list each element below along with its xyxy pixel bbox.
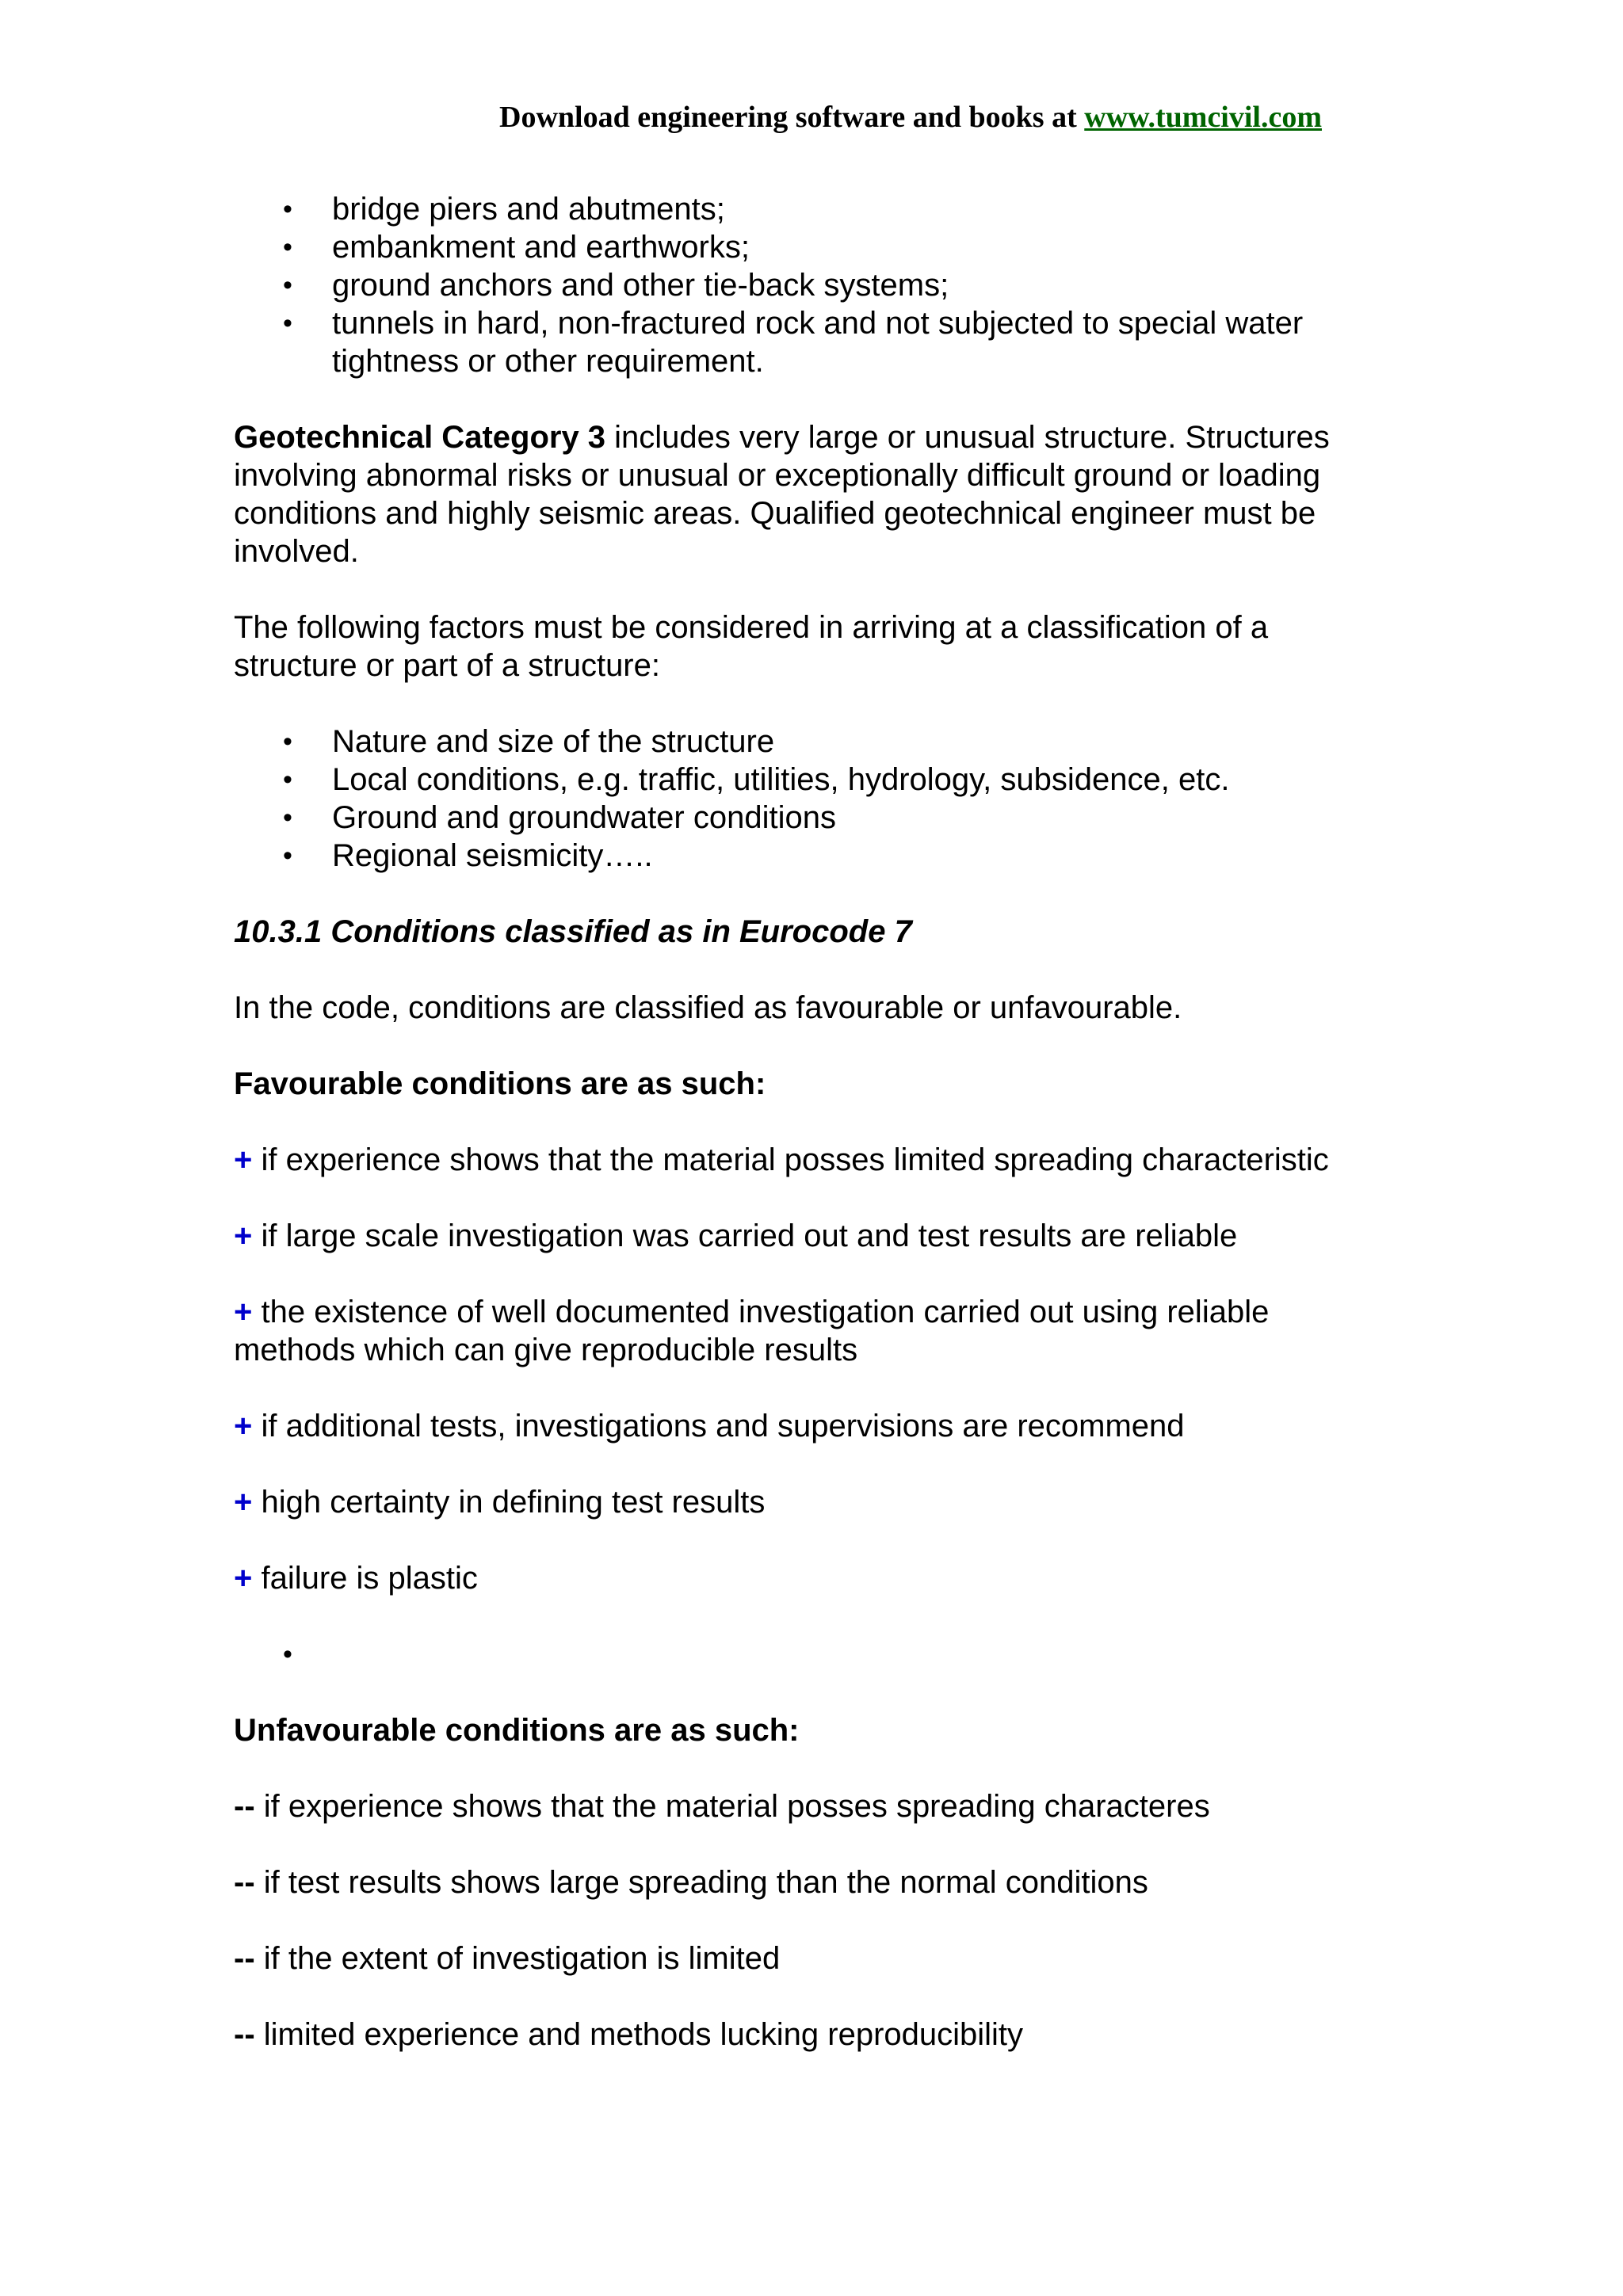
page-content (234, 190, 1399, 2054)
unfavourable-item: -- if the extent of investigation is limited (234, 1941, 781, 1976)
list-item: • tunnels in hard, non-fractured rock and not subjected to special water tightness or other requirement. (283, 306, 1304, 379)
list-item: • Regional seismicity….. (283, 838, 653, 873)
plus-icon: + (234, 1295, 253, 1329)
dash-icon: -- (234, 2017, 255, 2052)
bullet-icon: • (283, 270, 292, 300)
dash-icon: -- (234, 1941, 255, 1976)
plus-icon: + (234, 1561, 253, 1596)
structure-types-list (234, 190, 1399, 380)
plus-icon: + (234, 1485, 253, 1520)
bullet-icon: • (283, 727, 292, 757)
favourable-item: + if experience shows that the material posses limited spreading characteristic (234, 1142, 1329, 1177)
unfavourable-item: -- limited experience and methods lucking reproducibility (234, 2017, 1024, 2052)
category-3-paragraph (234, 418, 1399, 570)
header-text: Download engineering software and books at (499, 101, 1085, 134)
list-item: • Ground and groundwater conditions (283, 800, 836, 835)
page-header (499, 98, 1419, 136)
category-3-body: includes very large or unusual structure. Structures involving abnormal risks or unusual or exceptionally difficult ground or loading conditions and highly seismic areas. Qualified geotechnical engineer must be involved. (234, 420, 1330, 569)
favourable-item: + the existence of well documented investigation carried out using reliable methods which can give reproducible results (234, 1295, 1270, 1367)
bullet-icon: • (283, 1639, 292, 1669)
plus-icon: + (234, 1219, 253, 1253)
favourable-item: + if additional tests, investigations and supervisions are recommend (234, 1409, 1185, 1444)
list-item: • Local conditions, e.g. traffic, utilities, hydrology, subsidence, etc. (283, 762, 1230, 797)
favourable-item: + failure is plastic (234, 1561, 478, 1596)
list-item: • embankment and earthworks; (283, 230, 750, 265)
bullet-icon: • (283, 194, 292, 224)
favourable-heading: Favourable conditions are as such: (234, 1066, 766, 1101)
list-item: • ground anchors and other tie-back systems; (283, 268, 949, 303)
dash-icon: -- (234, 1789, 255, 1824)
unfavourable-item: -- if test results shows large spreading than the normal conditions (234, 1865, 1148, 1900)
code-intro: In the code, conditions are classified as favourable or unfavourable. (234, 990, 1182, 1025)
favourable-item: + if large scale investigation was carried out and test results are reliable (234, 1219, 1238, 1253)
empty-list-item (234, 1635, 1399, 1673)
list-item: • bridge piers and abutments; (283, 192, 725, 227)
bullet-icon: • (283, 232, 292, 262)
favourable-item: + high certainty in defining test results (234, 1485, 766, 1520)
header-link[interactable]: www.tumcivil.com (1084, 101, 1322, 134)
unfavourable-heading: Unfavourable conditions are as such: (234, 1713, 800, 1748)
category-3-lead: Geotechnical Category 3 (234, 420, 606, 455)
bullet-icon: • (283, 841, 292, 871)
unfavourable-item: -- if experience shows that the material posses spreading characteres (234, 1789, 1210, 1824)
factors-intro: The following factors must be considered in arriving at a classification of a structure or part of a structure: (234, 610, 1269, 683)
plus-icon: + (234, 1409, 253, 1444)
list-item: • Nature and size of the structure (283, 724, 775, 759)
plus-icon: + (234, 1142, 253, 1177)
section-heading: 10.3.1 Conditions classified as in Eurocode 7 (234, 914, 912, 949)
factors-list (234, 723, 1399, 875)
dash-icon: -- (234, 1865, 255, 1900)
bullet-icon: • (283, 308, 292, 338)
bullet-icon: • (283, 803, 292, 833)
bullet-icon: • (283, 765, 292, 795)
